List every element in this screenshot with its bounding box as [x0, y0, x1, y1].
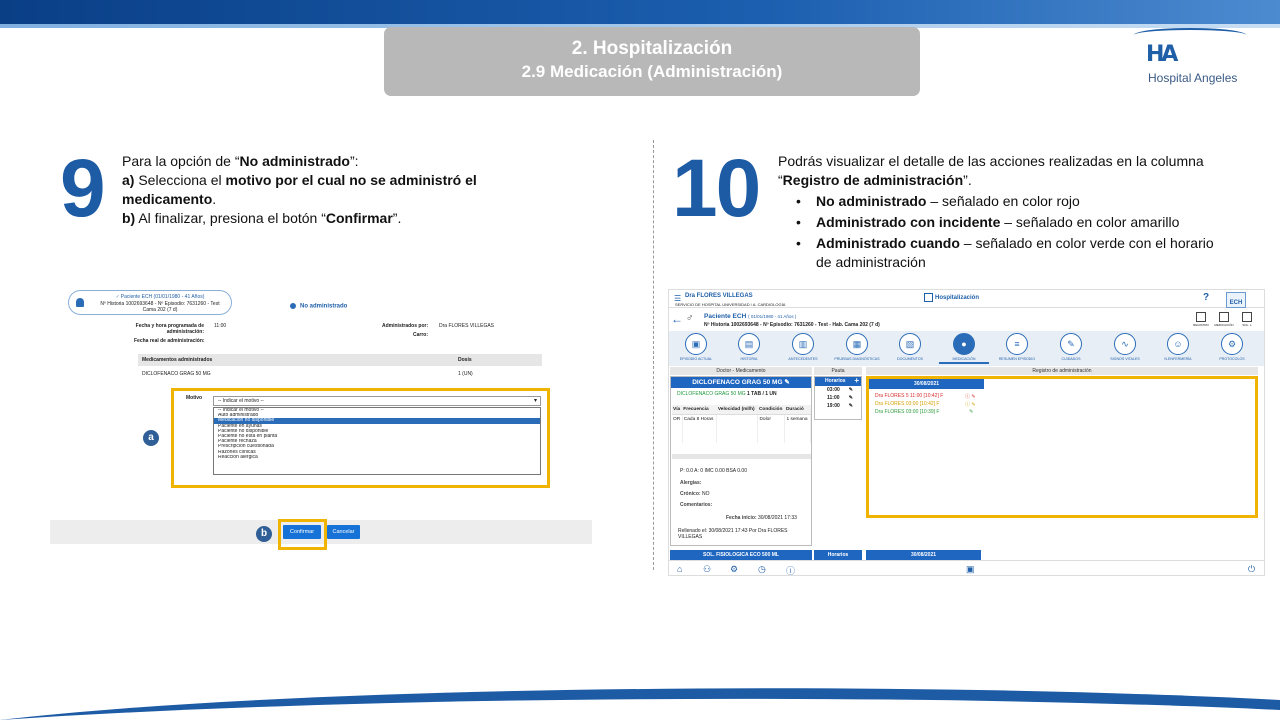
nav-antecedentes[interactable]: ▥ ANTECEDENTES	[778, 333, 828, 361]
step-9-number: 9	[60, 143, 106, 234]
signos-icon: ∿	[1114, 333, 1136, 355]
power-icon[interactable]: ⏻	[1248, 564, 1256, 574]
clock-icon[interactable]: ◷	[758, 564, 766, 574]
motivo-option[interactable]: Prescripción cuestionada	[218, 444, 274, 450]
building-icon	[924, 293, 933, 302]
step-10-bullets	[778, 192, 1218, 272]
step-9-b: b) Al finalizar, presiona el botón “Confirmar”.	[122, 210, 402, 226]
next-horarios: Horarios	[814, 550, 862, 560]
nav-protocolos[interactable]: ⚙ PROTOCOLOS	[1207, 333, 1257, 361]
help-icon[interactable]: ?	[1203, 292, 1210, 303]
home-icon[interactable]: ⌂	[677, 564, 683, 574]
fecha-inicio: Fecha inicio: 30/08/2021 17:33	[726, 515, 797, 521]
footer-wave	[0, 670, 1280, 720]
nav-signos-vitales[interactable]: ∿ SIGNOS VITALES	[1100, 333, 1150, 361]
step-9-a: a) Selecciona el motivo por el cual no se administró el medicamento.	[122, 172, 477, 207]
medication-app-screenshot	[668, 289, 1265, 576]
top-banner	[0, 0, 1280, 24]
people-icon[interactable]: ⚇	[703, 564, 712, 574]
admin-por-label: Administrados por:	[382, 323, 429, 329]
pruebas-icon: ▦	[846, 333, 868, 355]
medicacion-nav-icon: ●	[953, 333, 975, 355]
fecha-real-label: Fecha real de administración:	[134, 338, 205, 344]
module-name: Hospitalización	[935, 295, 980, 301]
bullet-red: • No administrado – señalado en color rojo	[778, 192, 1218, 211]
horarios-header[interactable]: Horarios +	[815, 377, 861, 386]
ech-badge: ECH	[1226, 292, 1246, 308]
motivo-option[interactable]: Paciente rechaza	[218, 439, 257, 445]
inbox-icon[interactable]: ▣	[966, 564, 975, 574]
vitals: P: 0.0 A: 0 IMC 0.00 BSA 0.00	[680, 468, 747, 474]
enfermeria-icon: ☺	[1167, 333, 1189, 355]
section-divider	[653, 140, 654, 570]
motivo-select[interactable]: -- Indicar el motivo -- ▾	[213, 396, 541, 406]
logo-arc	[1134, 28, 1246, 42]
horizontal-scrollbar[interactable]	[672, 454, 811, 459]
marker-a: a	[143, 430, 159, 446]
motivo-option[interactable]: Auto administrado	[218, 413, 259, 419]
episodio-icon: ▣	[685, 333, 707, 355]
registro-date: 30/08/2021	[869, 379, 984, 389]
col-pauta: Pauta	[814, 367, 862, 375]
step-10-text	[778, 152, 1218, 274]
entry-incidente[interactable]: Dra FLORES 03:00 [10:42] F ⓘ ✎	[875, 401, 939, 407]
user-icon	[76, 298, 84, 307]
med-table-header: Medicamentos administrados Dosis	[138, 354, 542, 366]
department: SERVICIO DE HOSPITAL UNIVERSIDAD / A. CARDIOLOGÍA	[675, 302, 786, 307]
tool-registro[interactable]: REGISTRO	[1191, 312, 1211, 327]
admin-por-value: Dra FLORES VILLEGAS	[439, 323, 495, 329]
confirm-button[interactable]: Confirmar	[283, 525, 321, 539]
sol-icon	[1242, 312, 1252, 322]
patient-line-2: Nº Historia 1002693648 - Nº Episodio: 7631260 - Test	[100, 301, 220, 307]
protocolos-icon: ⚙	[1221, 333, 1243, 355]
motivo-option[interactable]: -- Indicar el motivo --	[218, 408, 264, 413]
status-icon	[290, 303, 296, 309]
marker-b: b	[256, 526, 272, 542]
cronico: Crónico: NO	[680, 491, 710, 497]
next-date: 30/08/2021	[866, 550, 981, 560]
rellenado: Rellenado el: 30/08/2021 17:43 Por Dra FLORES VILLEGAS	[678, 528, 788, 540]
patient-info: Nº Historia 1002693648 - Nº Episodio: 7631260 - Test - Hab. Cama 202 (7 d)	[704, 322, 880, 328]
cancel-button[interactable]: Cancelar	[327, 525, 360, 539]
fecha-prog-label: Fecha y hora programada de administración:	[135, 323, 204, 335]
resumen-icon: ≡	[1006, 333, 1028, 355]
registro-administracion	[866, 376, 1258, 518]
fecha-prog-value: 11:00	[214, 323, 227, 329]
entry-administrado[interactable]: Dra FLORES 03:00 [10:39] F ✎	[875, 409, 939, 415]
male-icon: ♂	[686, 313, 694, 324]
historia-icon: ▤	[738, 333, 760, 355]
cuidados-icon: ✎	[1060, 333, 1082, 355]
step-10-number: 10	[672, 143, 760, 234]
col-doctor-medicamento: Doctor - Medicamento	[670, 367, 812, 375]
horarios-panel	[814, 376, 862, 420]
motivo-dropdown-list[interactable]	[213, 407, 541, 475]
status-no-administrado: No administrado	[290, 303, 347, 310]
page-subtitle: 2.9 Medicación (Administración)	[521, 62, 783, 81]
bullet-green: • Administrado cuando – señalado en color verde con el horario de administración	[778, 234, 1218, 272]
info-edit-icon[interactable]: ⓘ ✎	[965, 402, 976, 408]
nav-enfermeria[interactable]: ☺ N.ENFERMERÍA	[1153, 333, 1203, 361]
gear-icon[interactable]: ⚙	[730, 564, 739, 574]
medication-card	[670, 376, 812, 546]
antecedentes-icon: ▥	[792, 333, 814, 355]
nav-pruebas[interactable]: ▦ PRUEBAS DIAGNÓSTICAS	[832, 333, 882, 361]
motivo-option-selected[interactable]: Medicación no disponible	[214, 418, 540, 423]
entry-no-administrado[interactable]: Dra FLORES 5 11:00 [10:42] F ⓘ ✎	[875, 393, 943, 399]
nav-documentos[interactable]: ▧ DOCUMENTOS	[885, 333, 935, 361]
medicacion-icon	[1219, 312, 1229, 322]
drug-dose: DICLOFENACO GRAG 50 MG 1 TAB / 1 UN	[677, 391, 777, 397]
comentarios: Comentarios:	[680, 502, 713, 508]
app-header	[669, 290, 1265, 308]
edit-icon[interactable]: ✎	[965, 409, 974, 415]
hospital-logo	[1130, 28, 1250, 88]
logo-text: Hospital Angeles	[1148, 71, 1238, 85]
motivo-option[interactable]: Paciente no disponible	[218, 428, 269, 434]
patient-line-3: Cama 202 (7 d)	[142, 307, 178, 313]
menu-icon[interactable]: ☰	[674, 294, 682, 303]
step-9-text	[122, 152, 522, 228]
horario-item[interactable]: 11:00 ✎	[815, 394, 861, 402]
next-drug[interactable]: SOL. FISIOLOGICA ECO 500 ML	[670, 550, 812, 560]
nav-medicacion[interactable]: ● MEDICACIÓN	[939, 333, 989, 364]
documentos-icon: ▧	[899, 333, 921, 355]
tool-medicacion[interactable]: MEDICACIÓN	[1214, 312, 1234, 327]
drug-table: Vía Frecuencia Velocidad (ml/h) Condición Duració OR Cada 8 Horas Dolor 1 semana	[672, 405, 811, 443]
horario-item[interactable]: 03:00 ✎	[815, 386, 861, 394]
nav-resumen[interactable]: ≡ RESUMEN EPISODIO	[992, 333, 1042, 361]
drug-title[interactable]: DICLOFENACO GRAG 50 MG ✎	[671, 377, 811, 388]
bottom-toolbar	[669, 560, 1265, 576]
patient-pill[interactable]	[68, 290, 232, 315]
logo-mark: HA	[1146, 42, 1176, 67]
motivo-option[interactable]: Paciente no está en planta	[218, 433, 278, 439]
patient-name: Paciente ECH ( 01/01/1980 - 41 Años )	[704, 313, 797, 320]
page-title: 2. Hospitalización	[571, 38, 733, 59]
step-10-intro: Podrás visualizar el detalle de las acciones realizadas en la columna “Registro de administración”.	[778, 153, 1204, 188]
tool-sol[interactable]: SOL. L	[1237, 312, 1257, 327]
alergias: Alergias:	[680, 480, 702, 486]
title-box	[384, 27, 920, 96]
info-icon[interactable]: ⓘ	[786, 566, 796, 576]
info-edit-icon[interactable]: ⓘ ✎	[965, 394, 976, 400]
step-9-intro: Para la opción de “No administrado”:	[122, 153, 359, 169]
bullet-yellow: • Administrado con incidente – señalado en color amarillo	[778, 213, 1218, 232]
module-nav	[669, 331, 1265, 366]
med-table-row: DICLOFENACO GRAG 50 MG 1 (UN)	[142, 371, 473, 377]
motivo-option[interactable]: Razones clínicas	[218, 449, 256, 455]
patient-line-1: ♂ Paciente ECH (01/01/1980 - 41 Años)	[115, 294, 205, 300]
doctor-name: Dra FLORES VILLEGAS	[685, 293, 753, 299]
motivo-option[interactable]: Paciente en ayunas	[218, 423, 262, 429]
no-administrado-screenshot	[50, 282, 594, 548]
patient-bar	[669, 310, 1265, 330]
table-row: OR Cada 8 Horas Dolor 1 semana	[672, 415, 811, 443]
horario-item[interactable]: 19:00 ✎	[815, 402, 861, 410]
nav-episodio-actual[interactable]: ▣ EPISODIO ACTUAL	[671, 333, 721, 361]
edit-icon[interactable]: ✎	[784, 379, 790, 386]
motivo-option[interactable]: Reacción alérgica	[218, 454, 258, 460]
back-arrow-icon[interactable]: ←	[671, 312, 683, 326]
col-registro: Registro de administración	[866, 367, 1258, 375]
registro-icon	[1196, 312, 1206, 322]
carro-label: Carro:	[413, 332, 429, 338]
nav-historia[interactable]: ▤ HISTORIA	[724, 333, 774, 361]
motivo-label: Motivo	[186, 395, 203, 401]
nav-cuidados[interactable]: ✎ CUIDADOS	[1046, 333, 1096, 361]
